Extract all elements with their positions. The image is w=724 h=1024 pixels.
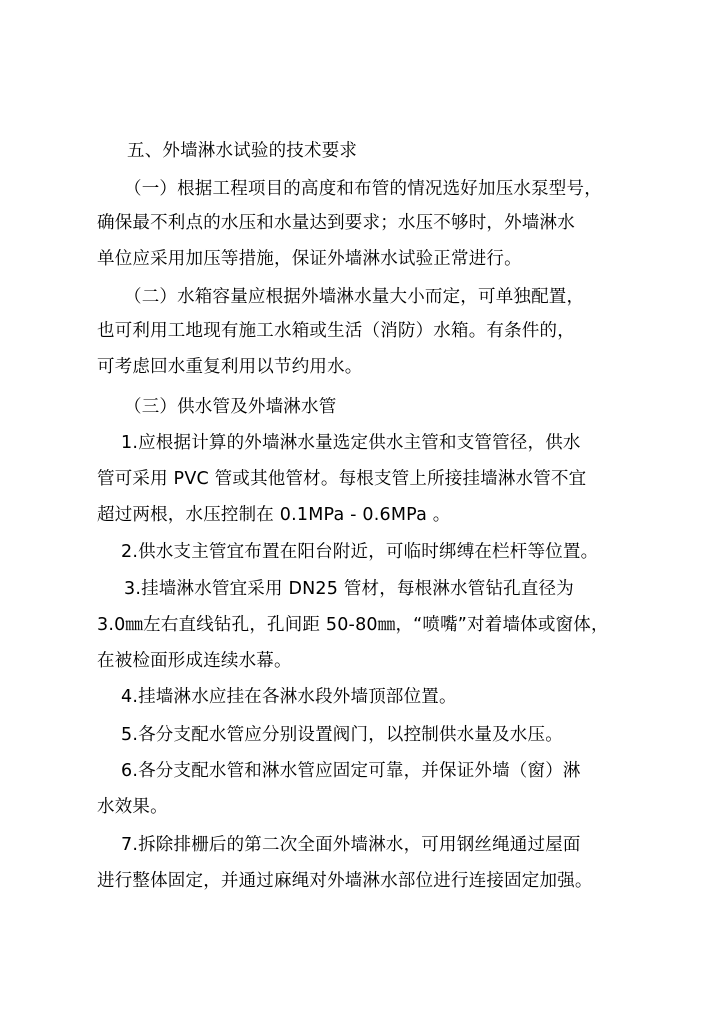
paragraph-line: 1.应根据计算的外墙淋水量选定供水主管和支管管径，供水 [121,433,581,453]
paragraph-line: 3.挂墙淋水管宜采用 DN25 管材，每根淋水管钻孔直径为 [124,579,574,599]
paragraph-line: 可考虑回水重复利用以节约用水。 [97,357,363,377]
paragraph-line: 进行整体固定，并通过麻绳对外墙淋水部位进行连接固定加强。 [97,871,593,891]
section-heading: 五、外墙淋水试验的技术要求 [127,141,358,161]
paragraph-line: 3.0㎜左右直线钻孔，孔间距 50-80㎜，“喷嘴”对着墙体或窗体， [97,615,609,635]
paragraph-line: 在被检面形成连续水幕。 [97,651,292,671]
paragraph-line: 2.供水支主管宜布置在阳台附近，可临时绑缚在栏杆等位置。 [121,542,599,562]
paragraph-line: 4.挂墙淋水应挂在各淋水段外墙顶部位置。 [121,687,457,707]
paragraph-line: 确保最不利点的水压和水量达到要求；水压不够时，外墙淋水 [97,213,575,233]
paragraph-line: （二）水箱容量应根据外墙淋水量大小而定，可单独配置， [124,287,585,307]
paragraph-line: 6.各分支配水管和淋水管应固定可靠，并保证外墙（窗）淋 [121,761,581,781]
paragraph-line: 5.各分支配水管应分别设置阀门，以控制供水量及水压。 [121,725,563,745]
paragraph-line: 超过两根，水压控制在 0.1MPa - 0.6MPa 。 [97,505,451,525]
paragraph-line: 7.拆除排栅后的第二次全面外墙淋水，可用钢丝绳通过屋面 [121,835,581,855]
paragraph-line: （一）根据工程项目的高度和布管的情况选好加压水泵型号， [124,179,602,199]
paragraph-line: 单位应采用加压等措施，保证外墙淋水试验正常进行。 [97,249,522,269]
paragraph-line: 水效果。 [97,797,168,817]
paragraph-line: 管可采用 PVC 管或其他管材。每根支管上所接挂墙淋水管不宜 [97,469,587,489]
paragraph-line: 也可利用工地现有施工水箱或生活（消防）水箱。有条件的， [97,321,575,341]
subsection-heading: （三）供水管及外墙淋水管 [124,397,337,417]
